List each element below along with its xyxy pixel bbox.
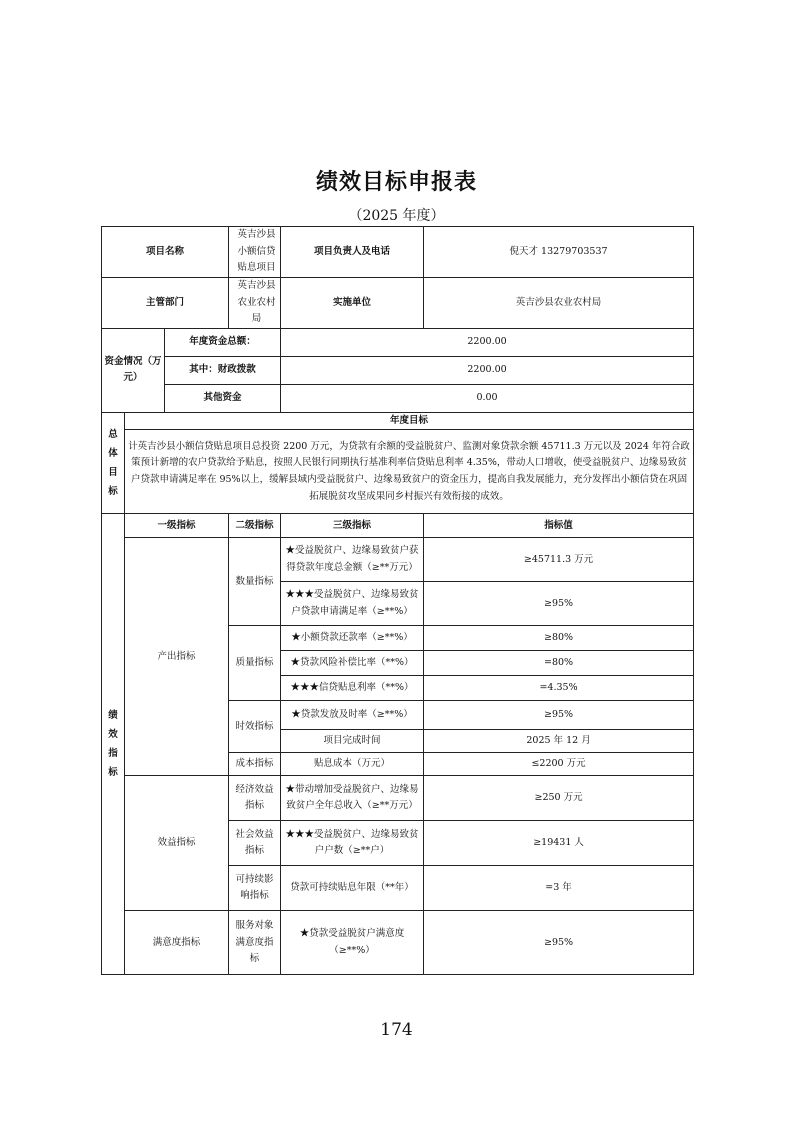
funds-other-row bbox=[102, 384, 694, 412]
level2-timeliness: 时效指标 bbox=[229, 701, 281, 753]
impl-label: 实施单位 bbox=[281, 277, 424, 328]
table-row bbox=[102, 538, 694, 582]
indicator-name: ★带动增加受益脱贫户、边缘易致贫户全年总收入（≥**万元） bbox=[281, 776, 424, 821]
level2-social: 社会效益指标 bbox=[229, 821, 281, 866]
level2-sustainable: 可持续影响指标 bbox=[229, 866, 281, 911]
indicator-value: ≥80% bbox=[424, 626, 694, 651]
indicator-name: 项目完成时间 bbox=[281, 730, 424, 753]
funds-total-value: 2200.00 bbox=[281, 328, 694, 356]
goal-side-label: 总体目标 bbox=[102, 412, 125, 514]
indicator-name: ★★★受益脱贫户、边缘易致贫户贷款申请满足率（≥**%） bbox=[281, 582, 424, 626]
goal-text: 计英吉沙县小额信贷贴息项目总投资 2200 万元，为贷款有余额的受益脱贫户、监测对象贷款余额 45711.3 万元以及 2024 年符合政策预计新增的农户贷款给予贴息，按照人民银行同期执行基准利率信贷贴息利率 4.35%，带动人口增收，使受益脱贫户、边缘易致贫户贷款申请满足率在 95%以上，缓解县域内受益脱贫户、边缘易致贫户的资金压力，提高自我发展能力，充分发挥出小额信贷在巩固拓展脱贫攻坚成果同乡村振兴有效衔接的成效。 bbox=[125, 430, 694, 514]
indicator-value: ≥95% bbox=[424, 701, 694, 730]
goal-text-row bbox=[102, 430, 694, 514]
indicator-name: ★贷款风险补偿比率（**%） bbox=[281, 651, 424, 676]
funds-label: 资金情况（万元） bbox=[102, 328, 165, 412]
page-title: 绩效目标申报表 bbox=[315, 170, 477, 195]
funds-fiscal-row bbox=[102, 356, 694, 384]
indicator-name: ★★★信贷贴息利率（**%） bbox=[281, 676, 424, 701]
dept-label: 主管部门 bbox=[102, 277, 229, 328]
level2-quality: 质量指标 bbox=[229, 626, 281, 701]
funds-total-label: 年度资金总额： bbox=[165, 328, 281, 356]
indicator-value: 2025 年 12 月 bbox=[424, 730, 694, 753]
indicator-value: =4.35% bbox=[424, 676, 694, 701]
indicator-value: ≥95% bbox=[424, 582, 694, 626]
indicator-name: ★★★受益脱贫户、边缘易致贫户户数（≥**户） bbox=[281, 821, 424, 866]
indicator-value: ≤2200 万元 bbox=[424, 753, 694, 776]
indicator-header-row bbox=[102, 514, 694, 538]
project-name-value: 英吉沙县小额信贷贴息项目 bbox=[229, 227, 281, 278]
funds-total-row bbox=[102, 328, 694, 356]
indicator-name: ★贷款受益脱贫户满意度（≥**%） bbox=[281, 911, 424, 975]
level2-quantity: 数量指标 bbox=[229, 538, 281, 626]
indicator-value: ≥45711.3 万元 bbox=[424, 538, 694, 582]
indicator-value: ≥250 万元 bbox=[424, 776, 694, 821]
indicator-name: ★受益脱贫户、边缘易致贫户获得贷款年度总金额（≥**万元） bbox=[281, 538, 424, 582]
owner-label: 项目负责人及电话 bbox=[281, 227, 424, 278]
dept-value: 英吉沙县农业农村局 bbox=[229, 277, 281, 328]
goal-header: 年度目标 bbox=[125, 412, 694, 430]
funds-fiscal-label: 其中：财政拨款 bbox=[165, 356, 281, 384]
level2-service-satisfaction: 服务对象满意度指标 bbox=[229, 911, 281, 975]
indicator-name: ★贷款发放及时率（≥**%） bbox=[281, 701, 424, 730]
dept-row bbox=[102, 277, 694, 328]
indicator-value: ≥95% bbox=[424, 911, 694, 975]
owner-value: 倪天才 13279703537 bbox=[424, 227, 694, 278]
indicator-value: ≥19431 人 bbox=[424, 821, 694, 866]
table-row bbox=[102, 911, 694, 975]
level1-satisfaction: 满意度指标 bbox=[125, 911, 229, 975]
page-number: 174 bbox=[380, 1020, 413, 1040]
header-value: 指标值 bbox=[424, 514, 694, 538]
project-row bbox=[102, 227, 694, 278]
year-subtitle: （2025 年度） bbox=[348, 208, 445, 224]
header-level3: 三级指标 bbox=[281, 514, 424, 538]
project-name-label: 项目名称 bbox=[102, 227, 229, 278]
funds-fiscal-value: 2200.00 bbox=[281, 356, 694, 384]
indicator-name: 贷款可持续贴息年限（**年） bbox=[281, 866, 424, 911]
performance-target-form bbox=[101, 226, 694, 975]
level2-economic: 经济效益指标 bbox=[229, 776, 281, 821]
impl-value: 英吉沙县农业农村局 bbox=[424, 277, 694, 328]
indicator-name: 贴息成本（万元） bbox=[281, 753, 424, 776]
header-level2: 二级指标 bbox=[229, 514, 281, 538]
funds-other-label: 其他资金 bbox=[165, 384, 281, 412]
indicator-value: =3 年 bbox=[424, 866, 694, 911]
indicator-side-label: 绩效指标 bbox=[102, 514, 125, 975]
goal-header-row bbox=[102, 412, 694, 430]
level2-cost: 成本指标 bbox=[229, 753, 281, 776]
header-level1: 一级指标 bbox=[125, 514, 229, 538]
level1-benefit: 效益指标 bbox=[125, 776, 229, 911]
indicator-value: =80% bbox=[424, 651, 694, 676]
funds-other-value: 0.00 bbox=[281, 384, 694, 412]
indicator-name: ★小额贷款还款率（≥**%） bbox=[281, 626, 424, 651]
table-row bbox=[102, 776, 694, 821]
level1-output: 产出指标 bbox=[125, 538, 229, 776]
